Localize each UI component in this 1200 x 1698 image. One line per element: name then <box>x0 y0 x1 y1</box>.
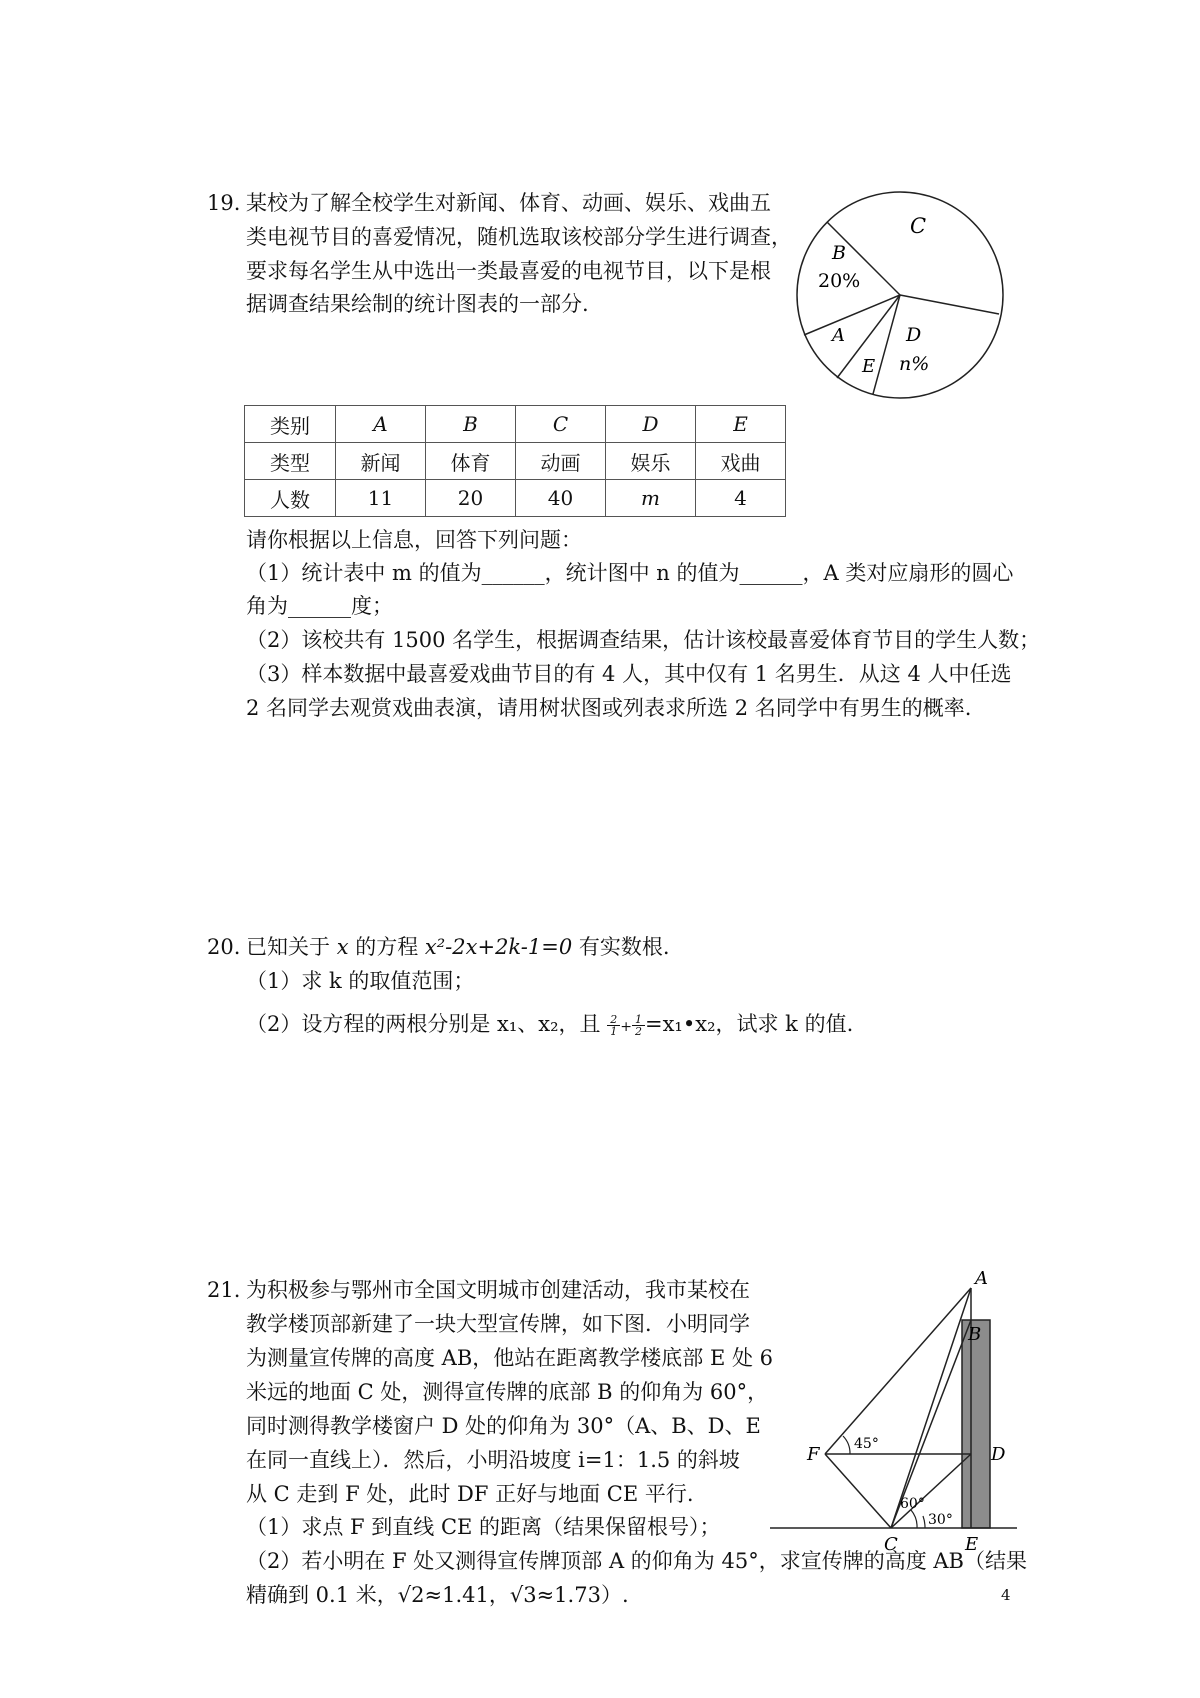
table-cell: 40 <box>516 480 606 517</box>
q19-part2: （2）该校共有 1500 名学生，根据调查结果，估计该校最喜爱体育节目的学生人数； <box>246 628 1041 652</box>
q21-line-2: 教学楼顶部新建了一块大型宣传牌，如下图．小明同学 <box>246 1312 750 1336</box>
table-cell: 新闻 <box>336 443 426 480</box>
table-cell: 类别 <box>245 406 336 443</box>
figure-label-e: E <box>965 1534 979 1555</box>
fraction-denominator: 1 <box>610 1025 618 1038</box>
table-row <box>245 480 786 517</box>
q21-part2-line2: 精确到 0.1 米，√2≈1.41，√3≈1.73）. <box>246 1583 629 1607</box>
q21-line-4: 米远的地面 C 处，测得宣传牌的底部 B 的仰角为 60°， <box>246 1380 769 1404</box>
q19-line-4: 据调查结果绘制的统计图表的一部分. <box>246 292 589 316</box>
q21-line-6: 在同一直线上）．然后，小明沿坡度 i=1：1.5 的斜坡 <box>246 1448 740 1472</box>
figure-label-c: C <box>884 1534 898 1555</box>
pie-label-e: E <box>862 356 876 377</box>
table-cell: E <box>696 406 786 443</box>
figure-angle-30: 30° <box>928 1512 953 1528</box>
q20-part2-text-b: =x₁•x₂，试求 k 的值. <box>644 1012 854 1036</box>
angle-30-arc <box>923 1516 925 1528</box>
q20-number: 20. <box>207 935 241 959</box>
fraction-numerator: 2 <box>607 1014 620 1026</box>
q19-line-3: 要求每名学生从中选出一类最喜爱的电视节目，以下是根 <box>246 259 771 283</box>
q20-part2-text-a: （2）设方程的两根分别是 x₁、x₂，且 <box>246 1012 601 1036</box>
table-cell: 11 <box>336 480 426 517</box>
q21-line-7: 从 C 走到 F 处，此时 DF 正好与地面 CE 平行. <box>246 1482 694 1506</box>
q20-fraction-1 <box>607 1014 620 1037</box>
table-cell: 娱乐 <box>606 443 696 480</box>
angle-45-arc <box>843 1436 850 1454</box>
figure-label-f: F <box>807 1444 820 1465</box>
q19-pie-chart <box>790 186 1010 406</box>
q19-number: 19. <box>207 191 241 215</box>
q20-text-b: 的方程 <box>355 935 419 959</box>
pie-divider-de <box>873 295 900 394</box>
figure-label-b: B <box>968 1324 982 1345</box>
table-cell: C <box>516 406 606 443</box>
pie-label-d: D <box>906 324 922 346</box>
figure-angle-45: 45° <box>854 1436 879 1452</box>
table-cell: 人数 <box>245 480 336 517</box>
table-cell: 动画 <box>516 443 606 480</box>
page-number: 4 <box>1001 1586 1011 1604</box>
q20-text-c: 有实数根. <box>578 935 670 959</box>
q21-line-3: 为测量宣传牌的高度 AB，他站在距离教学楼底部 E 处 6 <box>246 1346 773 1370</box>
q20-var-x: x <box>336 935 349 959</box>
pie-label-d-percent: n% <box>899 353 930 375</box>
table-cell: m <box>606 480 696 517</box>
q21-part2-line1: （2）若小明在 F 处又测得宣传牌顶部 A 的仰角为 45°，求宣传牌的高度 AB（结果 <box>246 1549 1027 1573</box>
table-cell: 体育 <box>426 443 516 480</box>
line-fc <box>825 1454 891 1528</box>
q21-number: 21. <box>207 1278 241 1302</box>
table-cell: 4 <box>696 480 786 517</box>
fraction-denominator: 2 <box>634 1025 642 1038</box>
table-cell: A <box>336 406 426 443</box>
table-cell: 类型 <box>245 443 336 480</box>
pie-divider-cd <box>900 295 999 314</box>
q19-line-1: 某校为了解全校学生对新闻、体育、动画、娱乐、戏曲五 <box>246 191 771 215</box>
fraction-numerator: 1 <box>632 1014 645 1026</box>
figure-label-a: A <box>975 1270 988 1289</box>
q19-prompt: 请你根据以上信息，回答下列问题： <box>246 528 582 552</box>
q20-text-a: 已知关于 <box>246 935 330 959</box>
q21-part1: （1）求点 F 到直线 CE 的距离（结果保留根号）； <box>246 1515 721 1539</box>
q19-part1-line1: （1）统计表中 m 的值为______，统计图中 n 的值为______，A 类对应扇形的圆心 <box>246 561 1014 585</box>
q20-equation: x²-2x+2k-1=0 <box>424 935 573 959</box>
q20-statement <box>246 932 670 962</box>
q19-part3-line1: （3）样本数据中最喜爱戏曲节目的有 4 人，其中仅有 1 名男生．从这 4 人中任选 <box>246 662 1012 686</box>
table-cell: 20 <box>426 480 516 517</box>
q20-part1: （1）求 k 的取值范围； <box>246 969 475 993</box>
q21-geometry-figure <box>765 1270 1035 1560</box>
building <box>962 1320 990 1528</box>
q19-stat-table <box>244 405 786 517</box>
table-row <box>245 443 786 480</box>
pie-label-b-percent: 20% <box>818 270 861 292</box>
q19-part3-line2: 2 名同学去观赏戏曲表演，请用树状图或列表求所选 2 名同学中有男生的概率. <box>246 696 972 720</box>
table-cell: D <box>606 406 696 443</box>
q21-line-5: 同时测得教学楼窗户 D 处的仰角为 30°（A、B、D、E <box>246 1414 761 1438</box>
table-cell: B <box>426 406 516 443</box>
q19-line-2: 类电视节目的喜爱情况，随机选取该校部分学生进行调查， <box>246 225 792 249</box>
q20-plus: + <box>620 1019 632 1035</box>
pie-label-c: C <box>910 214 927 238</box>
table-row <box>245 406 786 443</box>
figure-label-d: D <box>991 1444 1006 1465</box>
q20-fraction-2 <box>632 1014 645 1037</box>
angle-60-arc <box>911 1510 917 1528</box>
line-fa <box>825 1288 971 1454</box>
q20-part2 <box>246 1009 853 1042</box>
pie-label-b: B <box>832 242 846 264</box>
table-cell: 戏曲 <box>696 443 786 480</box>
q21-line-1: 为积极参与鄂州市全国文明城市创建活动，我市某校在 <box>246 1278 750 1302</box>
pie-label-a: A <box>832 325 845 346</box>
q19-part1-line2: 角为______度； <box>246 594 393 618</box>
figure-angle-60: 60° <box>900 1496 925 1512</box>
